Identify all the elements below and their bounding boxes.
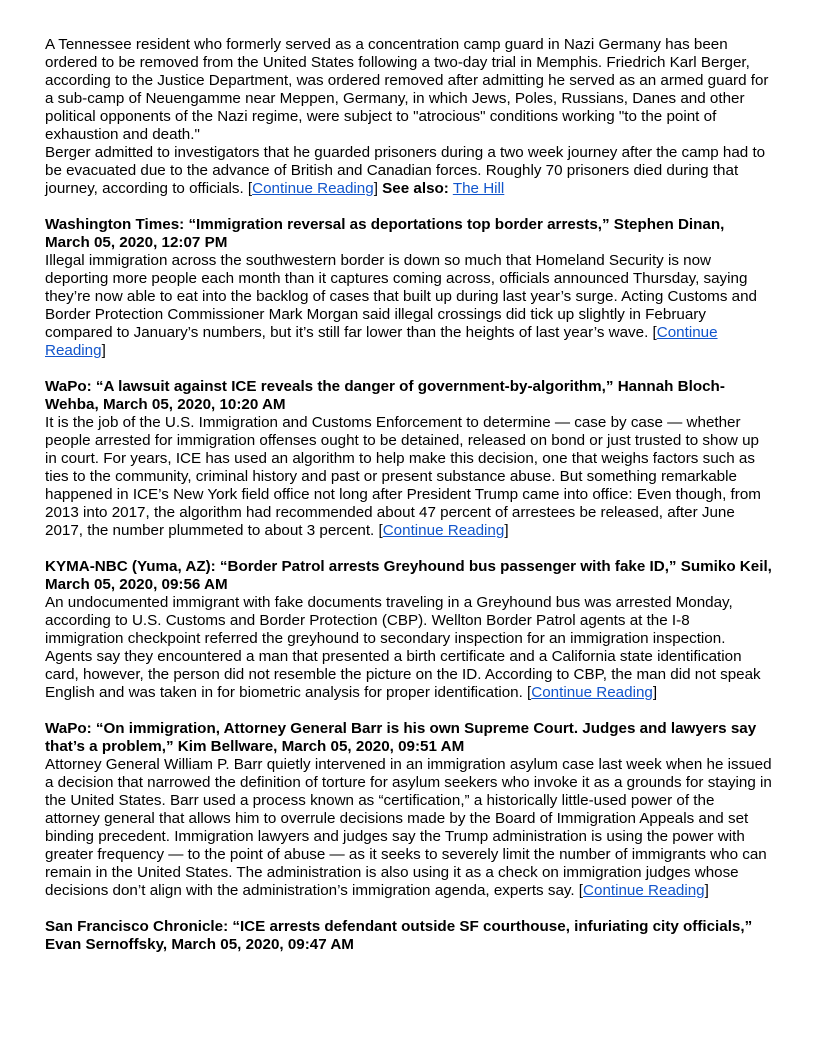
article-wapo-algorithm [45, 378, 772, 540]
article-body [45, 252, 772, 360]
article-wapo-barr [45, 720, 772, 900]
intro-paragraph-2 [45, 144, 772, 198]
article-sf-chronicle [45, 918, 772, 954]
article-headline: WaPo: “A lawsuit against ICE reveals the danger of government-by-algorithm,” Hannah Bloch-Wehba, March 05, 2020, 10:20 AM [45, 378, 725, 413]
continue-reading-link[interactable]: Continue Reading [583, 882, 705, 899]
intro-paragraph-2-text: Berger admitted to investigators that he guarded prisoners during a two week journey after the camp had to be evacuated due to the advance of British and Canadian forces. Roughly 70 prisoners died during that journey, according to officials. [ [45, 144, 766, 197]
article-body-text: It is the job of the U.S. Immigration and Customs Enforcement to determine — case by case — whether people arrested for immigration offenses ought to be detained, released on bond or just trusted to show up in court. For years, ICE has used an algorithm to help make this decision, one that weighs factors such as ties to the community, criminal history and past or present substance abuse. But something remarkable happened in ICE’s New York field office not long after President Trump came into office: Even though, from 2013 into 2017, the algorithm had recommended about 47 percent of arrestees be released, after June 2017, the number plummeted to about 3 percent. [ [45, 414, 761, 539]
continue-reading-link[interactable]: Continue Reading [531, 684, 653, 701]
continue-reading-link[interactable]: Continue Reading [252, 180, 374, 197]
article-headline: San Francisco Chronicle: “ICE arrests defendant outside SF courthouse, infuriating city officials,” Evan Sernoffsky, March 05, 2020, 09:47 AM [45, 918, 753, 953]
article-body-text: Illegal immigration across the southwestern border is down so much that Homeland Security is now deporting more people each month than it captures coming across, officials announced Thursday, saying they’re now able to eat into the backlog of cases that built up during last year’s surge. Acting Customs and Border Protection Commissioner Mark Morgan said illegal crossings did tick up slightly in February compared to January’s numbers, but it’s still far lower than the heights of last year’s wave. [ [45, 252, 757, 341]
intro-paragraph-1: A Tennessee resident who formerly served as a concentration camp guard in Nazi Germany has been ordered to be removed from the United States following a two-day trial in Memphis. Friedrich Karl Berger, according to the Justice Department, was ordered removed after admitting he served as an armed guard for a sub-camp of Neuengamme near Meppen, Germany, in which Jews, Poles, Russians, Danes and other political opponents of the Nazi regime, were subject to "atrocious" conditions working "to the point of exhaustion and death." [45, 36, 769, 143]
article-body [45, 756, 772, 900]
article-body [45, 594, 772, 702]
article-body-text: Attorney General William P. Barr quietly intervened in an immigration asylum case last week when he issued a decision that narrowed the definition of torture for asylum seekers who invoke it as a grounds for staying in the United States. Barr used a process known as “certification,” a historically little-used power of the attorney general that allows him to overrule decisions made by the Board of Immigration Appeals and set binding precedent. Immigration lawyers and judges say the Trump administration is using the power with greater frequency — to the point of abuse — as it seeks to severely limit the number of immigrants who can remain in the United States. The administration is also using it as a check on immigration judges whose decisions don’t align with the administration’s immigration agenda, experts say. [ [45, 756, 772, 899]
bracket-close: ] [652, 684, 658, 701]
intro-article [45, 36, 772, 198]
the-hill-link[interactable]: The Hill [452, 180, 505, 197]
article-body-text: An undocumented immigrant with fake documents traveling in a Greyhound bus was arrested Monday, according to U.S. Customs and Border Protection (CBP). Wellton Border Patrol agents at the I-8 immigration checkpoint referred the greyhound to secondary inspection for an immigration inspection. Agents say they encountered a man that presented a birth certificate and a California state identification card, however, the person did not resemble the picture on the ID. According to CBP, the man did not speak English and was taken in for biometric analysis for proper identification. [ [45, 594, 761, 701]
bracket-close: ] [373, 180, 383, 197]
continue-reading-link[interactable]: Continue Reading [382, 522, 505, 539]
see-also-label: See also: [382, 180, 449, 197]
bracket-close: ] [704, 882, 709, 899]
continue-reading-link[interactable]: Continue Reading [45, 324, 718, 359]
document-page [45, 36, 772, 954]
article-kyma-greyhound [45, 558, 772, 702]
bracket-close: ] [504, 522, 509, 539]
article-washington-times [45, 216, 772, 360]
bracket-close: ] [101, 342, 106, 359]
article-headline: WaPo: “On immigration, Attorney General Barr is his own Supreme Court. Judges and lawyers say that’s a problem,” Kim Bellware, March 05, 2020, 09:51 AM [45, 720, 757, 755]
article-headline: Washington Times: “Immigration reversal as deportations top border arrests,” Stephen Dinan, March 05, 2020, 12:07 PM [45, 216, 725, 251]
article-headline: KYMA-NBC (Yuma, AZ): “Border Patrol arrests Greyhound bus passenger with fake ID,” Sumiko Keil, March 05, 2020, 09:56 AM [45, 558, 772, 593]
article-body [45, 414, 772, 540]
